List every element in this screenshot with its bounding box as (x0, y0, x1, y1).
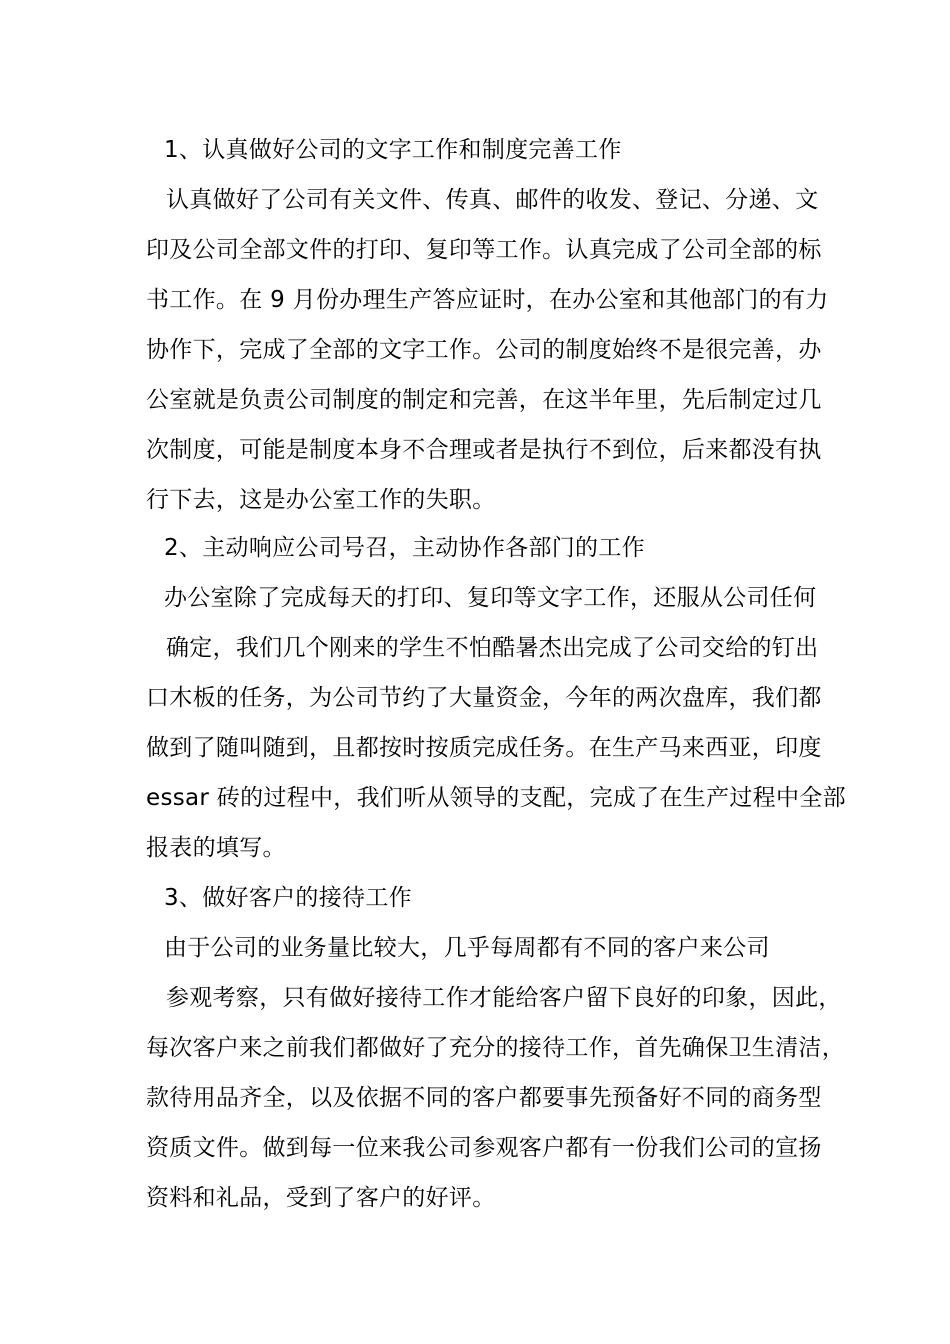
section-heading: 3、做好客户的接待工作 (164, 885, 412, 911)
paragraph-line: 认真做好了公司有关文件、传真、邮件的收发、登记、分递、文 (166, 187, 819, 213)
paragraph-line: 款待用品齐全，以及依据不同的客户都要事先预备好不同的商务型 (146, 1085, 822, 1111)
paragraph-line: 每次客户来之前我们都做好了充分的接待工作，首先确保卫生清洁， (146, 1035, 845, 1061)
paragraph-line: 资质文件。做到每一位来我公司参观客户都有一份我们公司的宣扬 (146, 1135, 822, 1161)
paragraph-line: 报表的填写。 (146, 835, 286, 861)
paragraph-line: essar 砖的过程中，我们听从领导的支配，完成了在生产过程中全部 (146, 785, 846, 811)
paragraph-line: 确定，我们几个刚来的学生不怕酷暑杰出完成了公司交给的钉出 (166, 635, 819, 661)
paragraph-line: 书工作。在 9 月份办理生产答应证时，在办公室和其他部门的有力 (146, 287, 829, 313)
paragraph-line: 行下去，这是办公室工作的失职。 (146, 487, 496, 513)
paragraph-line: 印及公司全部文件的打印、复印等工作。认真完成了公司全部的标 (146, 237, 822, 263)
paragraph-line: 口木板的任务，为公司节约了大量资金，今年的两次盘库，我们都 (146, 685, 822, 711)
section-heading: 2、主动响应公司号召，主动协作各部门的工作 (164, 535, 645, 561)
paragraph-lead: 办公室除了完成每天的打印、复印等文字工作，还服从公司任何 (164, 585, 817, 611)
paragraph-line: 做到了随叫随到，且都按时按质完成任务。在生产马来西亚，印度 (146, 735, 822, 761)
paragraph-line: 次制度，可能是制度本身不合理或者是执行不到位，后来都没有执 (146, 437, 822, 463)
paragraph-line: 公室就是负责公司制度的制定和完善，在这半年里，先后制定过几 (146, 387, 822, 413)
paragraph-lead: 由于公司的业务量比较大，几乎每周都有不同的客户来公司 (164, 935, 770, 961)
section-heading: 1、认真做好公司的文字工作和制度完善工作 (164, 137, 622, 163)
paragraph-line: 资料和礼品，受到了客户的好评。 (146, 1185, 496, 1211)
paragraph-line: 参观考察，只有做好接待工作才能给客户留下良好的印象，因此， (166, 985, 842, 1011)
paragraph-line: 协作下，完成了全部的文字工作。公司的制度始终不是很完善，办 (146, 337, 822, 363)
